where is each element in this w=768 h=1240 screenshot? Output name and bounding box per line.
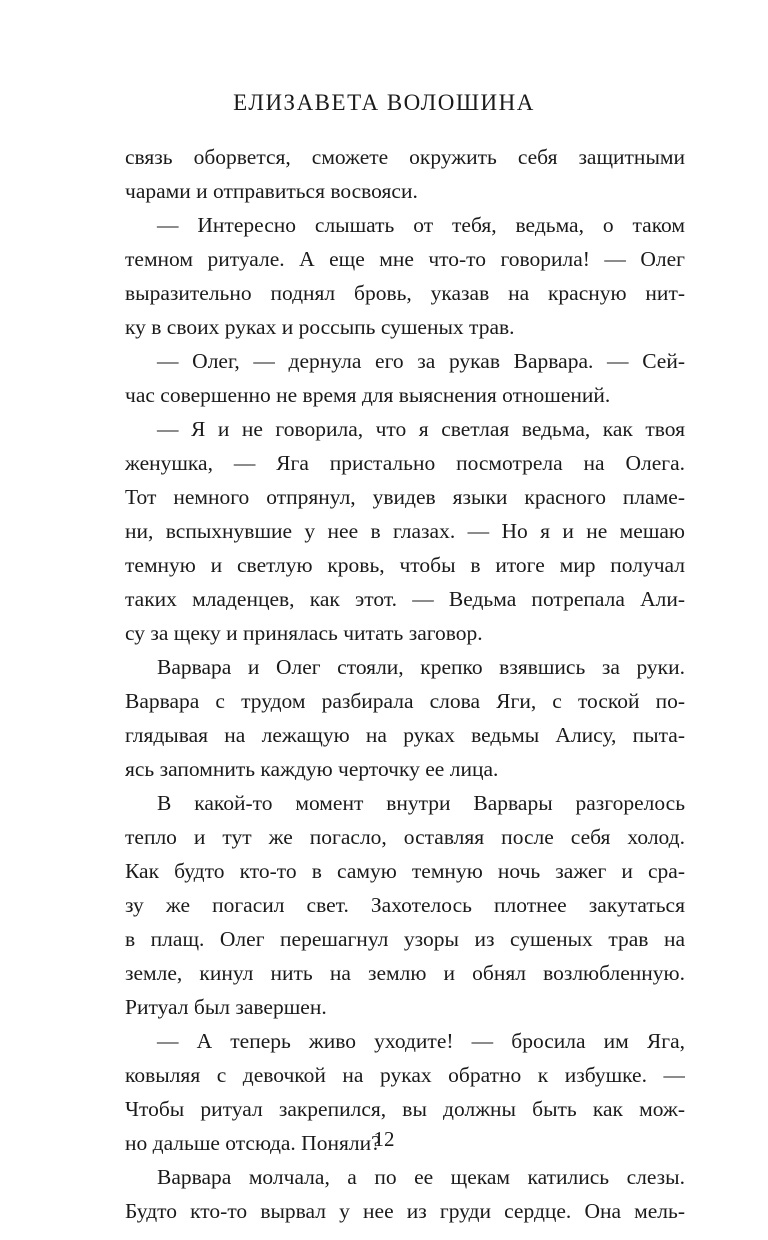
text-line: но дальше отсюда. Поняли? — [125, 1131, 381, 1155]
text-line: глядывая на лежащую на руках ведьмы Алису, пыта- — [125, 723, 685, 747]
text-line: Как будто кто-то в самую темную ночь зажег и сра- — [125, 859, 685, 883]
text-line: В какой-то момент внутри Варвары разгорелось — [157, 791, 685, 815]
text-line: выразительно поднял бровь, указав на красную нит- — [125, 281, 685, 305]
text-line: ковыляя с девочкой на руках обратно к избушке. — — [125, 1063, 685, 1087]
text-line: Ритуал был завершен. — [125, 995, 327, 1019]
text-line: темном ритуале. А еще мне что-то говорила! — Олег — [125, 247, 685, 271]
text-line: ку в своих руках и россыпь сушеных трав. — [125, 315, 515, 339]
text-line: темную и светлую кровь, чтобы в итоге мир получал — [125, 553, 685, 577]
text-line: таких младенцев, как этот. — Ведьма потрепала Али- — [125, 587, 685, 611]
text-line: — Я и не говорила, что я светлая ведьма, как твоя — [157, 417, 685, 441]
running-head: ЕЛИЗАВЕТА ВОЛОШИНА — [233, 90, 535, 115]
text-line: су за щеку и принялась читать заговор. — [125, 621, 483, 645]
text-line: Варвара молчала, а по ее щекам катились слезы. — [157, 1165, 685, 1189]
text-line: — Олег, — дернула его за рукав Варвара. — Сей- — [157, 349, 685, 373]
text-line: зу же погасил свет. Захотелось плотнее закутаться — [125, 893, 685, 917]
text-line: связь оборвется, сможете окружить себя защитными — [125, 145, 685, 169]
text-line: Варвара и Олег стояли, крепко взявшись за руки. — [157, 655, 685, 679]
text-line: в плащ. Олег перешагнул узоры из сушеных трав на — [125, 927, 685, 951]
page-number: 12 — [373, 1127, 395, 1151]
text-line: Будто кто-то вырвал у нее из груди сердце. Она мель- — [125, 1199, 685, 1223]
text-line: чарами и отправиться восвояси. — [125, 179, 418, 203]
text-line: Варвара с трудом разбирала слова Яги, с тоской по- — [125, 689, 685, 713]
text-line: ни, вспыхнувшие у нее в глазах. — Но я и не мешаю — [125, 519, 685, 543]
text-line: час совершенно не время для выяснения отношений. — [125, 383, 611, 407]
text-line: женушка, — Яга пристально посмотрела на Олега. — [125, 451, 685, 475]
text-line: — Интересно слышать от тебя, ведьма, о таком — [157, 213, 685, 237]
text-line: земле, кинул нить на землю и обнял возлюбленную. — [125, 961, 685, 985]
text-line: — А теперь живо уходите! — бросила им Яга, — [157, 1029, 685, 1053]
text-line: тепло и тут же погасло, оставляя после себя холод. — [125, 825, 685, 849]
text-line: ясь запомнить каждую черточку ее лица. — [125, 757, 499, 781]
body-text — [125, 140, 685, 1228]
text-line: Тот немного отпрянул, увидев языки красного пламе- — [125, 485, 685, 509]
text-line: Чтобы ритуал закрепился, вы должны быть как мож- — [125, 1097, 685, 1121]
